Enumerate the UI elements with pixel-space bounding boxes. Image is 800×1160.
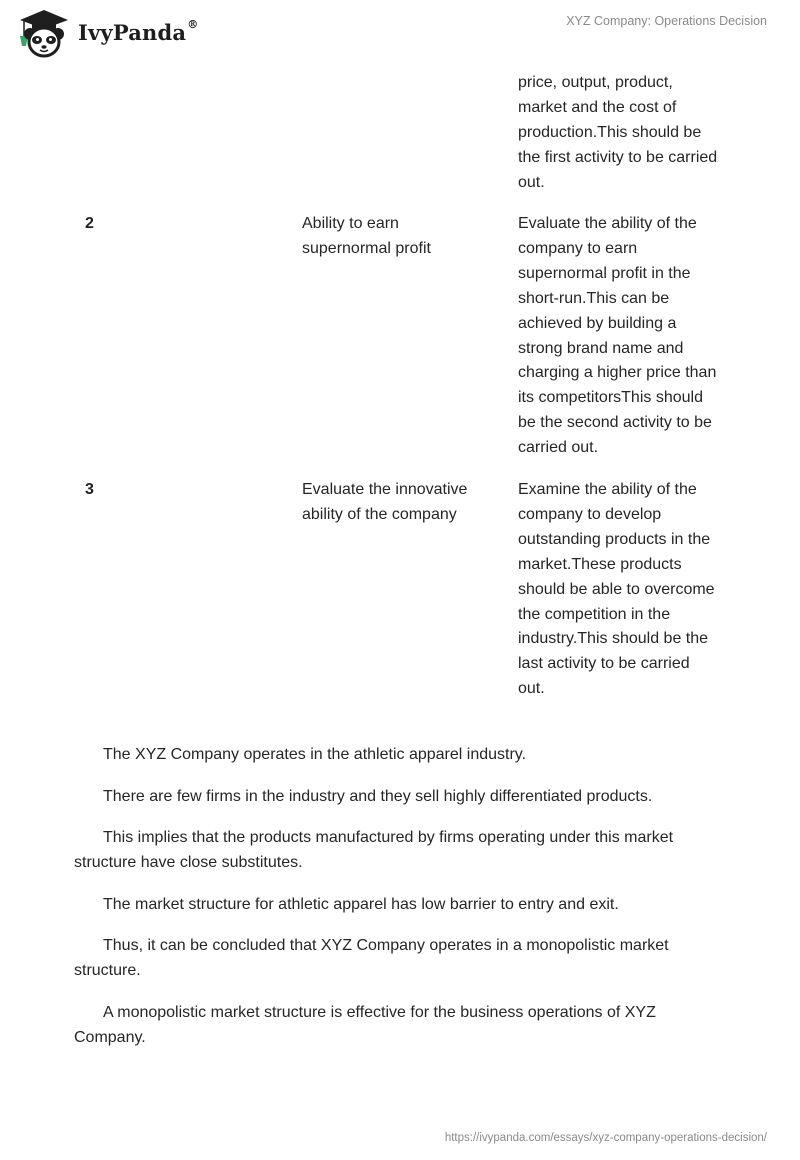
activity-cell: Evaluate the innovative ability of the company — [302, 481, 468, 523]
page-header — [0, 0, 800, 70]
description-cell: price, output, product, market and the cost of production.This should be the first activity to be carried out. — [518, 74, 718, 191]
body-paragraph: There are few firms in the industry and they sell highly differentiated products. — [103, 788, 653, 805]
registered-mark: ® — [187, 18, 199, 31]
body-paragraph: Thus, it can be concluded that XYZ Company operates in a monopolistic market structure. — [74, 937, 669, 979]
document-title: XYZ Company: Operations Decision — [566, 14, 767, 28]
description-cell: Evaluate the ability of the company to earn supernormal profit in the short-run.This can be achieved by building a strong brand name and charging a higher price than its competitorsThis should be the second activity to be carried out. — [518, 215, 717, 457]
row-number: 3 — [85, 481, 94, 498]
table-row — [74, 71, 734, 211]
row-number: 2 — [85, 215, 94, 232]
body-paragraph: The XYZ Company operates in the athletic apparel industry. — [103, 746, 527, 763]
activity-cell: Ability to earn supernormal profit — [302, 215, 431, 257]
body-paragraph: This implies that the products manufactured by firms operating under this market structure have close substitutes. — [74, 829, 674, 871]
panda-graduate-icon — [14, 6, 74, 60]
body-paragraph: The market structure for athletic apparel has low barrier to entry and exit. — [103, 896, 619, 913]
brand-name: IvyPanda® — [78, 18, 199, 45]
source-url-link[interactable]: https://ivypanda.com/essays/xyz-company-operations-decision/ — [444, 1132, 767, 1144]
ivypanda-logo[interactable] — [14, 6, 204, 60]
description-cell: Examine the ability of the company to develop outstanding products in the market.These products should be able to overcome the competition in the industry.This should be the last activity to be carried out. — [518, 481, 715, 698]
body-paragraph: A monopolistic market structure is effective for the business operations of XYZ Company. — [74, 1004, 656, 1046]
